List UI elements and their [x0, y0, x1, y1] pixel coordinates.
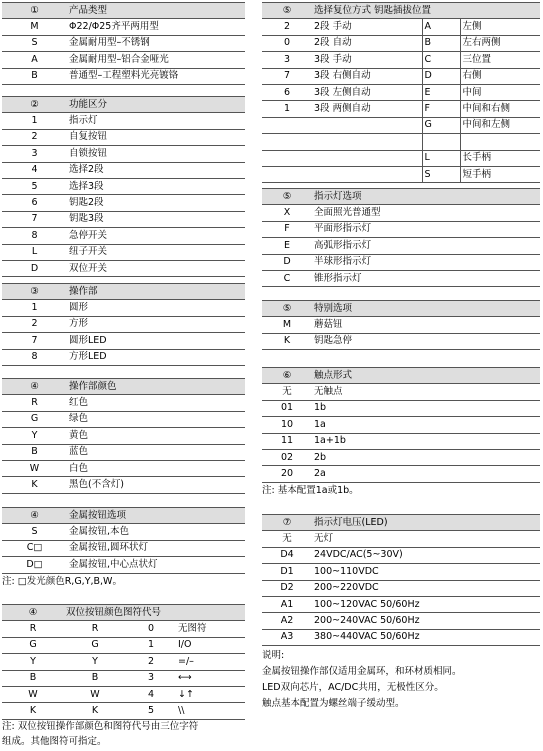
- value-cell: 长手柄: [460, 150, 540, 166]
- section-title: 产品类型: [67, 3, 245, 19]
- value-cell: 1a+1b: [312, 433, 540, 449]
- value-cell: L: [422, 150, 460, 166]
- code-cell: A3: [262, 629, 312, 645]
- table-header-row: [2, 3, 245, 19]
- t4: [2, 379, 245, 494]
- table-row: [2, 300, 245, 316]
- value-cell: G: [422, 117, 460, 133]
- code-cell: 3: [262, 52, 312, 68]
- value-cell: 平面形指示灯: [312, 221, 540, 237]
- code-cell: A2: [262, 613, 312, 629]
- table-row: [262, 333, 540, 349]
- code-cell: X: [262, 205, 312, 221]
- value-cell: 绿色: [67, 411, 245, 427]
- table-header-row: [262, 301, 540, 317]
- code-cell: W: [2, 686, 64, 702]
- table-row: [262, 433, 540, 449]
- value-cell: 4: [126, 686, 176, 702]
- code-cell: D4: [262, 547, 312, 563]
- code-cell: B: [2, 68, 67, 84]
- section-number: ④: [2, 379, 67, 395]
- value-cell: I/O: [176, 637, 245, 653]
- value-cell: 金属耐用型–不锈钢: [67, 35, 245, 51]
- value-cell: 无图符: [176, 621, 245, 637]
- value-cell: 左侧: [460, 19, 540, 35]
- value-cell: 全面照光普通型: [312, 205, 540, 221]
- value-cell: 金属耐用型–铝合金哑光: [67, 52, 245, 68]
- table-row: [2, 211, 245, 227]
- value-cell: [312, 150, 422, 166]
- table-row: [262, 19, 540, 35]
- table-row: [2, 540, 245, 556]
- value-cell: ⟷: [176, 670, 245, 686]
- table-header-row: [2, 284, 245, 300]
- t2: [2, 97, 245, 277]
- code-cell: S: [2, 524, 67, 540]
- value-cell: [312, 117, 422, 133]
- table-row: [262, 449, 540, 465]
- code-cell: 1: [262, 101, 312, 117]
- table-row: [2, 129, 245, 145]
- table-header-row: [262, 3, 540, 19]
- code-cell: S: [2, 35, 67, 51]
- table-row: [2, 524, 245, 540]
- code-cell: 3: [2, 146, 67, 162]
- code-cell: 6: [262, 84, 312, 100]
- product-type-table: [2, 2, 245, 85]
- value-cell: W: [64, 686, 126, 702]
- value-cell: 24VDC/AC(5~30V): [312, 547, 540, 563]
- t1: [2, 3, 245, 85]
- section-number: ④: [2, 508, 67, 524]
- table-row: [262, 68, 540, 84]
- value-cell: 短手柄: [460, 166, 540, 182]
- table-row: [262, 466, 540, 482]
- dual-button-symbol-table: [2, 604, 245, 720]
- table-row: [262, 221, 540, 237]
- code-cell: 02: [262, 449, 312, 465]
- value-cell: 3段 右侧自动: [312, 68, 422, 84]
- table-row: [262, 101, 540, 117]
- code-cell: 2: [2, 129, 67, 145]
- value-cell: 中间和左侧: [460, 117, 540, 133]
- value-cell: 红色: [67, 395, 245, 411]
- value-cell: 3段 两侧自动: [312, 101, 422, 117]
- contact-note: 注: 基本配置1a或1b。: [262, 485, 359, 496]
- section-title: 特别选项: [312, 301, 540, 317]
- value-cell: S: [422, 166, 460, 182]
- code-cell: C: [262, 270, 312, 286]
- value-cell: B: [64, 670, 126, 686]
- table-row: [2, 244, 245, 260]
- value-cell: 5: [126, 703, 176, 719]
- value-cell: 普通型–工程塑料光亮镀铬: [67, 68, 245, 84]
- value-cell: G: [64, 637, 126, 653]
- value-cell: 钥匙3段: [67, 211, 245, 227]
- table-header-row: [262, 189, 540, 205]
- table-row: [2, 333, 245, 349]
- table-row: [262, 270, 540, 286]
- value-cell: F: [422, 101, 460, 117]
- value-cell: 双位开关: [67, 260, 245, 276]
- operator-table: [2, 283, 245, 366]
- table-row: [262, 35, 540, 51]
- code-cell: K: [262, 333, 312, 349]
- value-cell: 中间和右侧: [460, 101, 540, 117]
- table-row: [2, 349, 245, 365]
- indicator-option-table: [262, 188, 540, 287]
- value-cell: Φ22/Φ25齐平两用型: [67, 19, 245, 35]
- code-cell: 8: [2, 349, 67, 365]
- t5: [2, 508, 245, 574]
- table-row: [262, 547, 540, 563]
- value-cell: 3: [126, 670, 176, 686]
- table-row: [262, 596, 540, 612]
- table-header-row: [262, 368, 540, 384]
- section-number: ①: [2, 3, 67, 19]
- table-row: [2, 195, 245, 211]
- value-cell: 左右两侧: [460, 35, 540, 51]
- code-cell: K: [2, 703, 64, 719]
- table-row: [2, 654, 245, 670]
- code-cell: K: [2, 477, 67, 493]
- value-cell: 方形LED: [67, 349, 245, 365]
- table-row: [2, 316, 245, 332]
- table-row: [262, 150, 540, 166]
- code-cell: G: [2, 411, 67, 427]
- value-cell: 指示灯: [67, 113, 245, 129]
- code-cell: 20: [262, 466, 312, 482]
- code-cell: 8: [2, 228, 67, 244]
- value-cell: [312, 166, 422, 182]
- value-cell: K: [64, 703, 126, 719]
- section-number: ⑦: [262, 515, 312, 531]
- contact-form-table: [262, 367, 540, 483]
- table-row: [2, 637, 245, 653]
- table-row: [2, 395, 245, 411]
- table-row: [262, 384, 540, 400]
- t10: [262, 368, 540, 483]
- code-cell: 1: [2, 113, 67, 129]
- table-row: [262, 317, 540, 333]
- value-cell: 半球形指示灯: [312, 254, 540, 270]
- code-cell: Y: [2, 654, 64, 670]
- t6: [2, 605, 245, 720]
- table-row: [262, 117, 540, 133]
- table-row: [2, 428, 245, 444]
- value-cell: 纽子开关: [67, 244, 245, 260]
- code-cell: 0: [262, 35, 312, 51]
- table-row: [262, 531, 540, 547]
- value-cell: 圆形: [67, 300, 245, 316]
- value-cell: 圆形LED: [67, 333, 245, 349]
- code-cell: 5: [2, 178, 67, 194]
- value-cell: =/–: [176, 654, 245, 670]
- value-cell: 锥形指示灯: [312, 270, 540, 286]
- value-cell: 选择3段: [67, 178, 245, 194]
- code-cell: 7: [2, 333, 67, 349]
- value-cell: 黄色: [67, 428, 245, 444]
- value-cell: D: [422, 68, 460, 84]
- dual-button-note-line1: 注: 双位按钮操作部颜色和图符代号由三位字符: [2, 721, 199, 732]
- value-cell: 右侧: [460, 68, 540, 84]
- section-number: ⑤: [262, 189, 312, 205]
- code-cell: 10: [262, 417, 312, 433]
- table-row: [262, 564, 540, 580]
- led-voltage-table: [262, 514, 540, 646]
- value-cell: C: [422, 52, 460, 68]
- section-title: 操作部颜色: [67, 379, 245, 395]
- code-cell: E: [262, 238, 312, 254]
- code-cell: W: [2, 460, 67, 476]
- value-cell: A: [422, 19, 460, 35]
- section-title: 操作部: [67, 284, 245, 300]
- value-cell: [460, 134, 540, 150]
- code-cell: D1: [262, 564, 312, 580]
- section-number: ③: [2, 284, 67, 300]
- value-cell: 3段 左侧自动: [312, 84, 422, 100]
- section-title: 双位按钮颜色图符代号: [64, 605, 245, 621]
- table-row: [2, 146, 245, 162]
- code-cell: D: [2, 260, 67, 276]
- section-title: 金属按钮选项: [67, 508, 245, 524]
- value-cell: 无灯: [312, 531, 540, 547]
- value-cell: 白色: [67, 460, 245, 476]
- t9: [262, 301, 540, 350]
- code-cell: R: [2, 395, 67, 411]
- code-cell: 1: [2, 300, 67, 316]
- value-cell: 2a: [312, 466, 540, 482]
- value-cell: 黑色(不含灯): [67, 477, 245, 493]
- value-cell: 2: [126, 654, 176, 670]
- code-cell: G: [2, 637, 64, 653]
- table-row: [262, 629, 540, 645]
- value-cell: R: [64, 621, 126, 637]
- code-cell: M: [2, 19, 67, 35]
- section-number: ④: [2, 605, 64, 621]
- code-cell: [262, 150, 312, 166]
- value-cell: 200~220VDC: [312, 580, 540, 596]
- value-cell: 2b: [312, 449, 540, 465]
- code-cell: D: [262, 254, 312, 270]
- code-cell: D2: [262, 580, 312, 596]
- code-cell: 无: [262, 384, 312, 400]
- value-cell: 蓝色: [67, 444, 245, 460]
- table-row: [262, 134, 540, 150]
- code-cell: L: [2, 244, 67, 260]
- table-row: [2, 557, 245, 573]
- value-cell: 钥匙急停: [312, 333, 540, 349]
- table-row: [2, 19, 245, 35]
- code-cell: Y: [2, 428, 67, 444]
- value-cell: 高弧形指示灯: [312, 238, 540, 254]
- value-cell: Y: [64, 654, 126, 670]
- section-number: ⑤: [262, 3, 312, 19]
- table-row: [262, 580, 540, 596]
- code-cell: 11: [262, 433, 312, 449]
- value-cell: 自锁按钮: [67, 146, 245, 162]
- value-cell: \\: [176, 703, 245, 719]
- section-title: 指示灯选项: [312, 189, 540, 205]
- table-row: [2, 686, 245, 702]
- section-number: ⑥: [262, 368, 312, 384]
- table-row: [2, 411, 245, 427]
- function-table: [2, 96, 245, 277]
- explain-line2: LED双向芯片，AC/DC共用，无极性区分。: [262, 682, 444, 693]
- code-cell: [262, 166, 312, 182]
- table-row: [2, 621, 245, 637]
- t7: [262, 3, 540, 183]
- value-cell: 380~440VAC 50/60Hz: [312, 629, 540, 645]
- table-row: [2, 68, 245, 84]
- value-cell: [312, 134, 422, 150]
- table-row: [2, 460, 245, 476]
- code-cell: 无: [262, 531, 312, 547]
- value-cell: 金属按钮,本色: [67, 524, 245, 540]
- value-cell: 自复按钮: [67, 129, 245, 145]
- code-cell: M: [262, 317, 312, 333]
- code-cell: B: [2, 670, 64, 686]
- table-row: [2, 670, 245, 686]
- value-cell: 无触点: [312, 384, 540, 400]
- metal-option-note: 注: □发光颜色R,G,Y,B,W。: [2, 576, 122, 587]
- code-cell: [262, 117, 312, 133]
- section-title: 选择复位方式 钥匙插拔位置: [312, 3, 540, 19]
- value-cell: 1b: [312, 400, 540, 416]
- value-cell: ↓↑: [176, 686, 245, 702]
- table-row: [2, 35, 245, 51]
- t8: [262, 189, 540, 287]
- code-cell: 01: [262, 400, 312, 416]
- table-header-row: [262, 515, 540, 531]
- t11: [262, 515, 540, 646]
- value-cell: 0: [126, 621, 176, 637]
- code-cell: 7: [2, 211, 67, 227]
- value-cell: 100~110VDC: [312, 564, 540, 580]
- table-row: [2, 444, 245, 460]
- section-title: 触点形式: [312, 368, 540, 384]
- code-cell: 2: [2, 316, 67, 332]
- code-cell: 2: [262, 19, 312, 35]
- table-header-row: [2, 379, 245, 395]
- value-cell: 急停开关: [67, 228, 245, 244]
- code-cell: [262, 134, 312, 150]
- explain-title: 说明:: [262, 650, 285, 661]
- table-row: [262, 205, 540, 221]
- table-row: [2, 260, 245, 276]
- value-cell: 三位置: [460, 52, 540, 68]
- explain-line1: 金属按钮操作部仅适用金属环，和环材质相同。: [262, 666, 462, 677]
- table-row: [262, 254, 540, 270]
- table-row: [262, 613, 540, 629]
- table-row: [262, 52, 540, 68]
- table-row: [262, 84, 540, 100]
- code-cell: A: [2, 52, 67, 68]
- value-cell: 1: [126, 637, 176, 653]
- value-cell: 1a: [312, 417, 540, 433]
- value-cell: 2段 自动: [312, 35, 422, 51]
- value-cell: 200~240VAC 50/60Hz: [312, 613, 540, 629]
- table-row: [262, 238, 540, 254]
- selector-reset-key-table: [262, 2, 540, 183]
- value-cell: E: [422, 84, 460, 100]
- code-cell: F: [262, 221, 312, 237]
- metal-button-option-table: [2, 507, 245, 574]
- value-cell: B: [422, 35, 460, 51]
- code-cell: 7: [262, 68, 312, 84]
- table-row: [2, 703, 245, 719]
- code-cell: 4: [2, 162, 67, 178]
- t3: [2, 284, 245, 366]
- value-cell: 方形: [67, 316, 245, 332]
- code-cell: A1: [262, 596, 312, 612]
- special-option-table: [262, 300, 540, 350]
- table-row: [2, 228, 245, 244]
- table-row: [2, 477, 245, 493]
- code-cell: 6: [2, 195, 67, 211]
- section-number: ⑤: [262, 301, 312, 317]
- table-header-row: [2, 508, 245, 524]
- value-cell: 选择2段: [67, 162, 245, 178]
- dual-button-note-line2: 组成。其他图符可指定。: [2, 736, 107, 747]
- table-row: [262, 417, 540, 433]
- table-row: [2, 52, 245, 68]
- table-row: [2, 162, 245, 178]
- explain-line3: 触点基本配置为螺丝端子缓动型。: [262, 698, 405, 709]
- table-row: [2, 178, 245, 194]
- code-cell: R: [2, 621, 64, 637]
- value-cell: 3段 手动: [312, 52, 422, 68]
- code-cell: D□: [2, 557, 67, 573]
- table-header-row: [2, 97, 245, 113]
- operator-color-table: [2, 378, 245, 494]
- value-cell: 蘑菇钮: [312, 317, 540, 333]
- value-cell: 2段 手动: [312, 19, 422, 35]
- section-title: 指示灯电压(LED): [312, 515, 540, 531]
- table-header-row: [2, 605, 245, 621]
- table-row: [262, 166, 540, 182]
- value-cell: 金属按钮,中心点状灯: [67, 557, 245, 573]
- value-cell: 100~120VAC 50/60Hz: [312, 596, 540, 612]
- value-cell: 金属按钮,圆环状灯: [67, 540, 245, 556]
- table-row: [262, 400, 540, 416]
- code-cell: C□: [2, 540, 67, 556]
- value-cell: 钥匙2段: [67, 195, 245, 211]
- code-cell: B: [2, 444, 67, 460]
- value-cell: [422, 134, 460, 150]
- section-number: ②: [2, 97, 67, 113]
- section-title: 功能区分: [67, 97, 245, 113]
- table-row: [2, 113, 245, 129]
- value-cell: 中间: [460, 84, 540, 100]
